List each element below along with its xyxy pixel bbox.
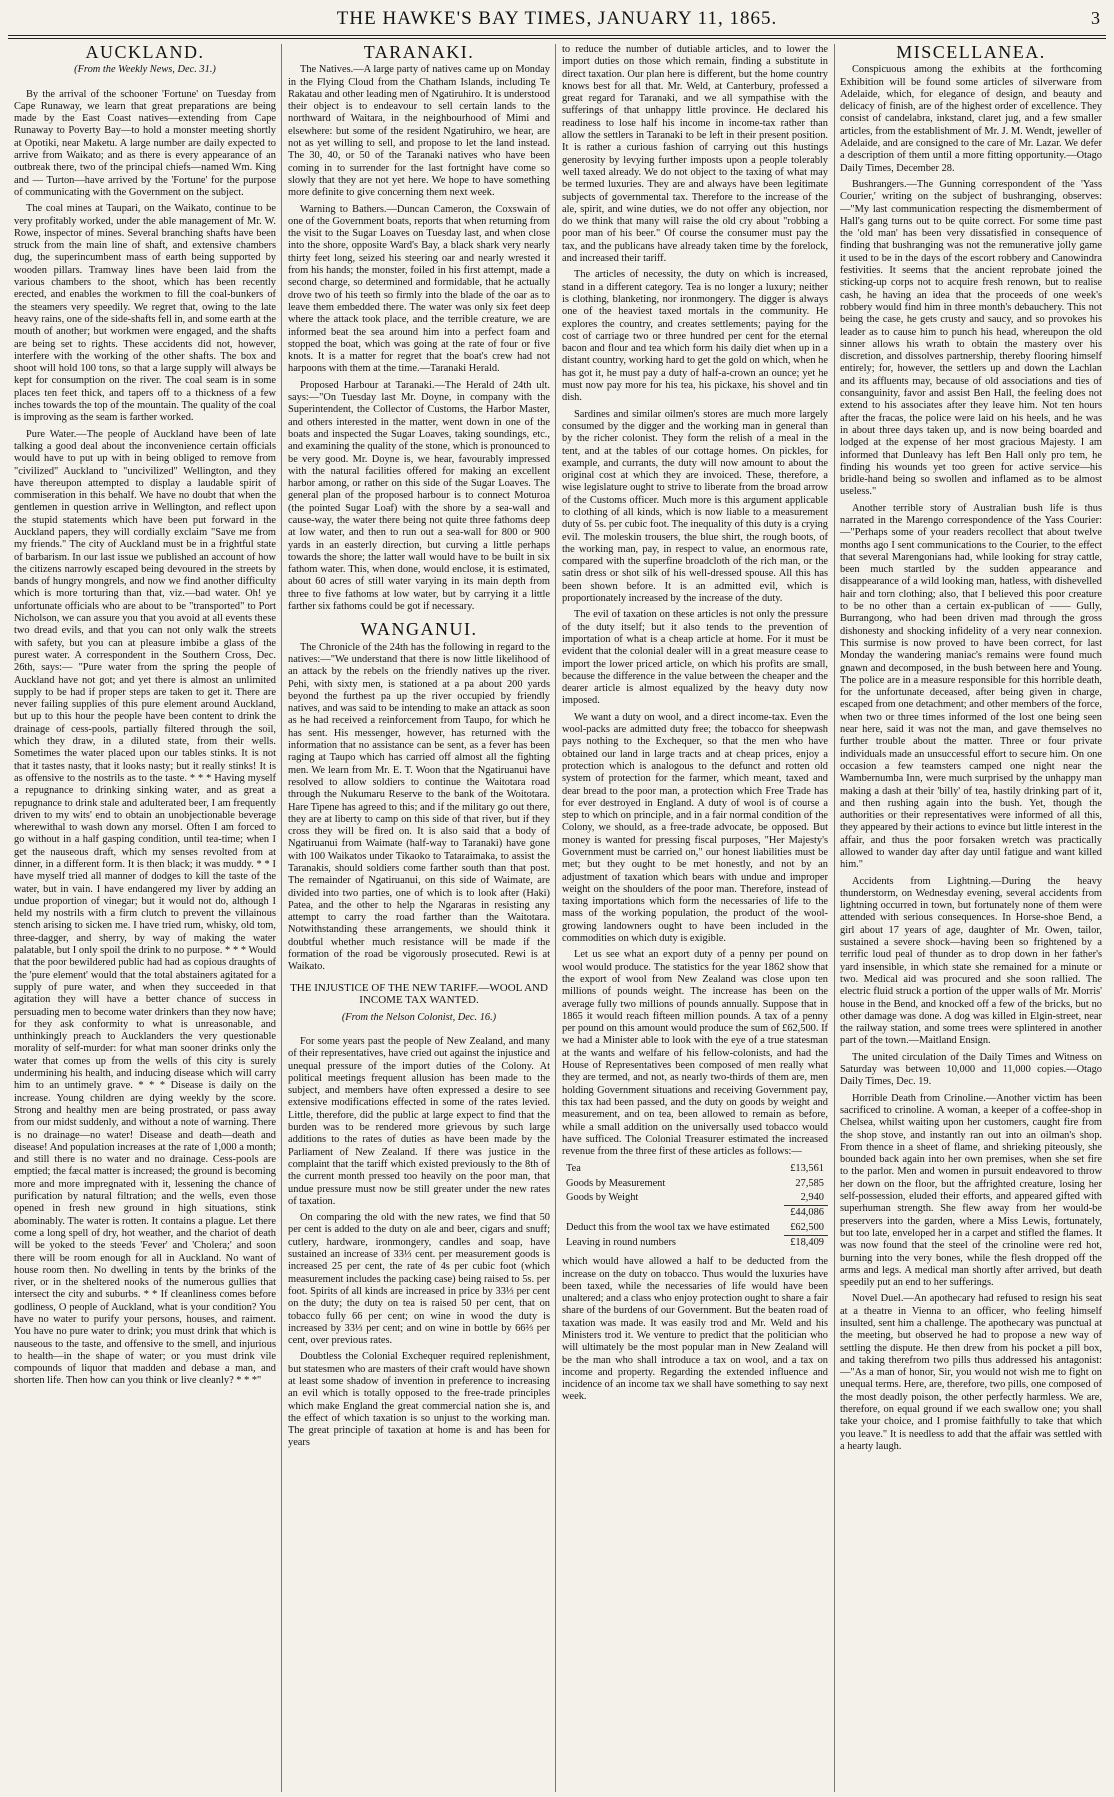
article-paragraph: The united circulation of the Daily Times and Witness on Saturday was between 10,000 and 11,000 copies.—Otago Daily Times, Dec. 19.	[840, 1051, 1102, 1088]
article-paragraph: Warning to Bathers.—Duncan Cameron, the Coxswain of one of the Government boats, reports that when returning from the visit to the Sugar Loaves on Tuesday last, and when close into the shore, opposite Ward's Bay, a black shark very nearly thirty feet long, seized his steering oar and nearly wrested it from his hands; the monster, foiled in his first attempt, made a second charge, so determined and formidable, that he actually drove two of his teeth so firmly into the blade of the oar as to leave them embedded there. The water was only six feet deep where the attack took place, and the terrible creature, we are informed beat the sea around him into a perfect foam and stopped the boat, which was going at the rate of four or five knots. It is a matter for regret that the boat's crew had not harpoons with them at the time.—Taranaki Herald.	[288, 203, 550, 375]
article-headline-tariff: THE INJUSTICE OF THE NEW TARIFF.—WOOL AND INCOME TAX WANTED.	[290, 981, 548, 1006]
article-paragraph: Let us see what an export duty of a penny per pound on wool would produce. The statistics for the year 1862 show that the export of wool from New Zealand was close upon ten millions of pounds weight. The increase has been on the average fully two millions of pounds annually. Suppose that in 1865 it would reach fifteen million pounds. A tax of a penny per pound on this amount would produce the sum of £62,500. If we had a Minister able to look with the eye of a true statesman at the wants and welfare of his fellow-colonists, and had the House of Representatives been composed of men really what they are termed, and not, as nearly two-thirds of them are, men holding Government situations and receiving Government pay, this tax had been passed, and the duty on goods by weight and measurement, and on tea, been allowed to remain as before, while a small addition on the universally used tobacco would have sufficed. The Colonial Treasurer estimated the increased revenue from the three first of these articles as follows:—	[562, 949, 828, 1158]
section-heading-miscellanea: MISCELLANEA.	[896, 44, 1046, 62]
article-paragraph: to reduce the number of dutiable articles, and to lower the import duties on those which remain, finding a substitute in direct taxation. Our plan here is different, but the home country knows best for all that. Mr. Weld, at Canterbury, professed a great regard for Taranaki, and we all sympathise with the sufferings of that unhappy little province. He declared his readiness to lose half his income in income-tax rather than allow the settlers in Taranaki to be left in their present position. It is rather a curious fashion of carrying out this hustings generosity by levying further imposts upon a people tolerably well taxed already. We do not object to the taxing of what may be termed luxuries. They are and always have been legitimate subjects of governmental tax. Therefore to the increase of the ale, spirit, and wine duties, we do not offer any objection, nor do we think that many will raise the old cry about "robbing a poor man of his beer." Of course the consumer must pay the tax, and the publicans have already taken time by the forelock, and increased their tariff.	[562, 44, 828, 265]
table-cell-label: Leaving in round numbers	[566, 1236, 676, 1248]
article-paragraph: Another terrible story of Australian bush life is thus narrated in the Marengo correspondence of the Yass Courier:—"Perhaps some of your readers recollect that about twelve months ago I sent communications to the Courier, to the effect that several Marengonians had, while looking for stray cattle, been much startled by the sudden appearance and disappearance of a wild looking man, hatless, with dishevelled hair and torn clothing; also, that I believed this poor creature to be no other than a certain ex-publican of —— Gully, Burrangong, who had been driven mad through the gross dishonesty and shocking infidelity of a very near connexion. This surmise is now proved to have been correct, for last Monday the wandering maniac's remains were found much gnawn and decomposed, in the bush between here and Young. The police are in a measure responsible for this horrible death, for the unfortunate deceased, after being given in charge, escaped from one detachment; and other members of the force, when two or three times informed of the lost one being seen near here, said it was not the man, and gave themselves no further trouble about the matter. Three or four private individuals made an unsuccessful effort to secure him. On one occasion a few teamsters camped one night near the Wambernumba Inn, were much surprised by the unhappy man making a dash at their 'billy' of tea, hastily drinking part of it, and then rushing again into the bush. Yet, though the authorities or their representatives were informed of all this, they appeared by their actions to evince but little interest in the affair, and thus the poor forsaken wretch was practically allowed to wander day after day until fatigue and want killed him."	[840, 502, 1102, 871]
table-cell-value: 2,940	[784, 1191, 828, 1206]
table-cell-value: 27,585	[795, 1177, 824, 1189]
masthead-rule	[8, 35, 1106, 39]
article-paragraph: Conspicuous among the exhibits at the forthcoming Exhibition will be found some articles of silverware from Adelaide, which, for elegance of design, and beauty and delicacy of finish, are of the highest order of excellence. They consist of candelabra, inkstand, claret jug, and a few smaller articles, from the establishment of Mr. J. M. Wendt, jeweller of Adelaide, and are consigned to the care of Mr. Lazar. We defer a description of them until a more fitting opportunity.—Otago Daily Times, December 28.	[840, 64, 1102, 174]
article-paragraph: The evil of taxation on these articles is not only the pressure of the duty itself; but it also tends to the prevention of importation of what is a cheap article at home. For it must be evident that the colonial dealer will in a great measure cease to import the lower priced article, on which his profits are small, because the difference in the value between the cheaper and the dearer article is almost equalized by the heavy duty now imposed.	[562, 609, 828, 707]
article-paragraph: The articles of necessity, the duty on which is increased, stand in a different category. Tea is no longer a luxury; neither is clothing, blanketing, nor ironmongery. The digger is always one of the heaviest taxed mortals in the community. He explores the country, and creates settlements; paying for the cost of carriage two or three hundred per cent for the eternal bacon and flour and tea which form his daily diet when up in a distant country, working hard to get the gold on which, when he has got it, he must pay a duty of half-a-crown an ounce; yet he must now pay more for his tea, his pickaxe, his shovel and tin dish.	[562, 269, 828, 404]
source-line: (From the Weekly News, Dec. 31.)	[74, 64, 216, 76]
table-row-total	[562, 1206, 828, 1221]
column-divider	[555, 44, 556, 1792]
article-paragraph: For some years past the people of New Zealand, and many of their representatives, have cried out against the injustice and unequal pressure of the import duties of the Colony. At political meetings frequent allusion has been made to the subject, and members have often expressed a desire to see extensive modifications effected in some of the rates levied. Little, therefore, did the public at large expect to find that the burden was to be rendered more grievous by such large additions to the rates of duties as have been made by the Parliament of New Zealand. If there was justice in the complaint that the tariff which existed previously to the 8th of the current month pressed too heavily on the poor man, that undue pressure must now be still greater under the new rates of taxation.	[288, 1035, 550, 1207]
section-heading-auckland: AUCKLAND.	[85, 44, 205, 62]
article-paragraph: The Chronicle of the 24th has the following in regard to the natives:—"We understand that there is now little likelihood of an attack by the rebels on the friendly natives up the river. Pehi, with sixty men, is stationed at a pa about 200 yards beyond the furthest pa up the river occupied by friendly natives, and was said to be intending to make an attack as soon as he had received a reinforcement from Taupo, for which he has sent. His messenger, however, has returned with the information that no assistance can be sent, as a fever has been raging at Taupo which has carried off almost all the fighting men. We learn from Mr. E. T. Woon that the Ngatiruanui have resolved to allow soldiers to continue the Waitotara road through the Nukumaru Reserve to the bank of the Woitotara. Hare Tipene has agreed to this; and if the military go out there, they are at liberty to camp on this side of that river, but if they cross they will be fired on. It is also said that a body of Ngatiruanui from Waimate (half-way to Taranaki) have gone with 100 Waikatos under Tikaoko to Tataraimaka, to assist the Taranakis, should soldiers come farther south than that post. The remainder of Ngatiruanui, on this side of Waimate, are divided into two parties, one of which is to look after (Haki) Patea, and the other to help the Ngararas in resisting any attempt to carry the road farther than the Waitotara. Notwithstanding these arrangements, we should think it doubtful whether much resistance will be made if the formation of the road be vigorously prosecuted. Rewi is at Waikato.	[288, 641, 550, 973]
page-number: 3	[1091, 8, 1100, 28]
table-cell-value: £13,561	[790, 1163, 824, 1175]
section-heading-taranaki: TARANAKI.	[363, 44, 475, 62]
table-cell-label: Goods by Measurement	[566, 1177, 666, 1189]
section-heading-wanganui: WANGANUI.	[360, 619, 478, 640]
table-cell-value: £62,500	[784, 1221, 828, 1236]
article-paragraph: Proposed Harbour at Taranaki.—The Herald of 24th ult. says:—"On Tuesday last Mr. Doyne, in company with the Superintendent, the Collector of Customs, the Harbor Master, and others interested in the matter, went down in one of the boats and inspected the Sugar Loaves, taking soundings, etc., and examining the quality of the stone, which is pronounced to be very good. Mr. Doyne is, we hear, favourably impressed with the natural facilities offered for making an excellent harbor among, or rather on this side of the Sugar Loaves. The general plan of the proposed harbour is to connect Moturoa (the pointed Sugar Loaf) with the shore by a sea-wall and cause-way, the water there being not quite three fathoms deep at low water, and then to run out a sea-wall for 800 or 900 yards in an easterly direction, but curving a little perhaps towards the shore; the latter wall would have to be built in six fathom water. This, when done, would enclose, it is estimated, about 60 acres of still water varying in its main depth from three to five fathoms at low water, but by carrying it a little farther six fathoms could be got if necessary.	[288, 379, 550, 613]
column-tariff-continued	[562, 44, 828, 1792]
table-cell-value: £18,409	[790, 1236, 824, 1248]
article-paragraph: The coal mines at Taupari, on the Waikato, continue to be very profitably worked, under the able management of Mr. W. Rowe, inspector of mines. Several branching shafts have been struck from the main line of shaft, and extensive chambers dug, the superincumbent mass of earth being supported by wooden pillars. Tramway lines have been laid from the various chambers to the shoot, which has been recently erected, and enables the workmen to fill the coal-bunkers of the steamers very speedily. We regret that, owing to the late heavy rains, one of the side-shafts fell in, and some earth at the mouth of another; but workmen were engaged, and the shafts are being set to rights. These accidents did not, however, interfere with the working of the other shafts. The box and shoot will hold 100 tons, so that a large supply will always be kept for consumption on the river. The coal seam is in some places ten feet thick, and tapers off to a thickness of a few inches towards the top of the mountain. The quality of the coal is improving as the seam is farther worked.	[14, 203, 276, 424]
table-row	[562, 1162, 828, 1176]
table-cell-label: Tea	[566, 1163, 581, 1175]
column-taranaki	[288, 44, 550, 1792]
table-cell-total: £44,086	[790, 1207, 824, 1219]
article-paragraph: On comparing the old with the new rates, we find that 50 per cent is added to the duty on ale and beer, cigars and snuff; cutlery, hardware, ironmongery, candles and soap, have sustained an increase of 33⅓ cent. per measurement goods is increased 25 per cent, the rate of 4s per cubic foot (which measurement includes the packing case) being raised to 5s. per foot. Spirits of all kinds are increased in price by 33⅓ per cent on the duty; the duty on tea is raised 50 per cent, that on tobacco fully 66 per cent; on wine in wood the duty is increased by 33⅓ per cent; and on wine in bottle by 66⅔ per cent, over previous rates.	[288, 1212, 550, 1347]
article-paragraph: Bushrangers.—The Gunning correspondent of the 'Yass Courier,' writing on the subject of bushranging, observes:—"My last communication respecting the dismemberment of Hall's gang turns out to be quite correct. For some time past the 'old man' has been very dissatisfied in consequence of finding that bushranging was not the remunerative jolly game it used to be in the days of the escort robbery and Canowindra festivities. It seems that the ancient reprobate joined the sticking-up corps not to acquire fresh renown, but to realise cash, he having an idea that the proceeds of one week's robbery would find him in three month's debauchery. This not being the case, he gets crusty and saucy, and so provokes his leader as to cause him to punch his head, whereupon the old sinner allows his wrath to obtain the mastery over his discretion, and dissolves partnership, thereby flooring himself entirely; for, however, the settlers up and down the Lachlan and its affluents may, because of old associations and ties of consanguinity, favor and assist Ben Hall, the feeling does not extend to his associates after they leave him. Not ten hours after the fracas, the police were laid on his heels, and he was in about three days taken up, and is now being boarded and lodged at the expense of her most gracious Majesty. I am informed that Dunleavy has left Ben Hall only pro tem, he finding his wounds yet too green for active service—his bridle-hand being so swollen and inflamed as to be almost useless."	[840, 178, 1102, 498]
article-paragraph: Horrible Death from Crinoline.—Another victim has been sacrificed to crinoline. A woman, a keeper of a coffee-shop in Chelsea, whilst waiting upon her customers, caught fire from the shop stove, and instantly ran out into an oilman's shop. From thence in a sheet of flame, and shrieking piteously, she bounded back again into her own premises, when she set fire to the parlor. Men and women in pursuit endeavored to throw her down on the floor, but the affrighted creature, losing her self-possession, eluded their efforts, and appeared gifted with superhuman strength. She flew away from her would-be preservers into the garden, where a Miss Lewis, fortunately, but too late, enveloped her in a carpet and stifled the flames. It was now found that the steel of the crinoline were red hot, burning into the very bones, while the flesh dropped off the arms and legs. A medical man shortly after arrived, but death speedily put an end to her sufferings.	[840, 1092, 1102, 1289]
article-paragraph: The Natives.—A large party of natives came up on Monday in the Flying Cloud from the Chatham Islands, including Te Rakatau and other leading men of Ngatiruhiro. It is understood their object is to endeavour to sell certain lands to the northward of Waitara, in the neighbourhood of Mimi and elsewhere: but some of the resident Ngatiruhiro, we hear, are not as yet willing to sell, and propose to let the land instead. The 30, 40, or 50 of the Taranaki natives who have been coming in to surrender for the last fortnight have come so slowly that they are not yet here. We hope to have something more definite to give concerning them next week.	[288, 64, 550, 199]
table-row	[562, 1235, 828, 1250]
article-paragraph: Sardines and similar oilmen's stores are much more largely consumed by the digger and the working man in general than by the richer colonist. They form the relish of a meal in the tent, and at the tables of our cottage homes. On pickles, for example, and currants, the duty will now amount to about the original cost at which they are invoiced. These, therefore, a wise legislature ought to strive to liberate from the broad arrow of the Customs officer. Much more is this argument applicable to clothing of all kinds, which is now liable to a measurement duty of 5s. per cubic foot. The inequality of this duty is a crying evil. The moleskin trousers, the blue shirt, the rough boots, of the working man, pay, in respect to value, an enormous rate, compared with the superfine broadcloth of the rich man, or the satin dress or shot silk of his well-dressed spouse. All this has been shown before. It is an admitted evil, which is proportionately increased by the increase of the duty.	[562, 408, 828, 605]
article-paragraph: We want a duty on wool, and a direct income-tax. Even the wool-packs are admitted duty free; the tobacco for sheepwash pays nothing to the Exchequer, so that the men who have obtained our land in large tracts and at cheap prices, enjoy a protection which is analogous to the defunct and rotten old system of protection for the farmer, which meant, taxed and dear bread to the poor man, a protection which Free Trade has for ever destroyed in England. A duty of wool is of course a step to which on principle, and in a fair normal condition of the Colony, we should, as a free-trade advocate, be opposed. But money is wanted for pressing fiscal purposes, "Her Majesty's Government must be carried on," our honest liabilities must be met; but they ought to be met honestly, and not by an adjustment of taxation which bears with undue and improper weight on the shoulders of the poor man. Therefore, instead of taxing importations which form the necessaries of life to the mass of the working population, the product of the wool-growing landowners ought to have been included in the commodities on which duty is exigible.	[562, 711, 828, 945]
article-paragraph: By the arrival of the schooner 'Fortune' on Tuesday from Cape Runaway, we learn that great preparations are being made by the East Coast natives—extending from Cape Runaway to Poverty Bay—to hold a monster meeting shortly at Opotiki, near Maketu. A large number are daily expected to arrive from Waikato; and as there is every appearance of an outbreak there, two of the principal chiefs—named Wm. King and — Turton—have arrived by the 'Fortune' for the purpose of communicating with the Government on the subject.	[14, 88, 276, 198]
column-divider	[834, 44, 835, 1792]
column-miscellanea	[840, 44, 1102, 1792]
table-cell-label: Deduct this from the wool tax we have estimated	[566, 1221, 770, 1233]
table-row	[562, 1191, 828, 1206]
article-paragraph: Pure Water.—The people of Auckland have been of late talking a good deal about the inconvenience certain officials would have to put up with in being obliged to remove from "civilized" Auckland to "uncivilized" Wellington, and they have thereupon attempted to display a laudable spirit of commiseration in this behalf. We have no doubt that when the gentlemen in question arrive in Wellington, and reflect upon the stupid statements which have been put forward in the Auckland papers, they will cordially exclaim "Save me from my friends." The city of Auckland must be in a frightful state of barbarism. In our last issue we published an account of how the citizens narrowly escaped being devoured in the streets by bands of hungry mongrels, and now we find another difficulty which is more torturing than that, viz.—bad water. Oh! ye unfortunate officials who are about to be "transported" to Port Nicholson, we can assure you that you avoid at all events these two dread evils, and that you can not only walk the streets with safety, but you can at pleasure imbibe a glass of the purest water. A correspondent in the Southern Cross, Dec. 26th, says:— "Pure water from the spring the people of Auckland have not got; and yet there is almost an unlimited supply to be had if proper steps are taken to get it. There are never failing supplies of this pure element around Auckland, but up to this hour the people have been content to drink the drainage of cess-pools, partially filtered through the soil, which they draw, in a diluted state, from their wells. Sometimes the water placed upon our tables stinks. It is not that it tastes nasty, that it looks nasty; but it really stinks! It is as offensive to the nostrils as to the taste. * * * Having myself a repugnance to drinking sinking water, and as great a repugnance to drink stale and adulterated beer, I am frequently driven to my wits' end to obtain an unobjectionable beverage wherewithal to wash down any morsel. Often I am forced to go without in a half gasping condition, until tea-time; when I get the nauseous draft, which my senses revolted from at dinner, in a different form. It is then black; it was muddy. * * I have myself tried all manner of dodges to kill the taste of the water, but in vain. I have endangered my liver by adding an undue proportion of vinegar; but it would not do, although I held my nostrils with a firm clutch to prevent the villainous stench arising to sicken me. I have tried rum, whisky, old tom, three-dagger, and sherry, by way of making the water palatable, but I only spoil the drink to no purpose. * * * Would that the poor bewildered public had had as copious draughts of the 'pure element' would that the total abstainers agitated for a supply of pure water, and when they succeeded in that agitation they will have a better chance of success in persuading men to become water drinkers than they now have; for they ask conformity to what is unreasonable, and unthinkingly preach to Aucklanders the very questionable morality of self-murder: for what man sooner drinks only the water that comes up from the wells of this city is surely undermining his health, and inducing disease which will carry him to an untimely grave. * * * Disease is daily on the increase. Young children are dying weekly by the score. Strong and healthy men are being prostrated, or pass away from our midst suddenly, and without a note of warning. There is no drainage—no water! Disease and death—death and disease! And population increases at the rate of 1,000 a month; and still there is no water and no drainage. Cess-pools are emptied; the fæcal matter is increased; the ground is becoming more and more impregnated with it, lessening the chance of purification by natural filtration; and the wells, even those opened in fresh new ground in high situations, stink abominably. The water is rotten. It contains a plague. Let there come a long spell of dry, hot weather, and the chariot of death will be yoked to the steeds 'Fever' and 'Cholera;' and soon there will be room enough for all in Auckland. No want of house room then. No dwelling in tents by the brinks of the river, or in the sheltered nooks of the numerous gullies that intersect the city and suburbs. * * If cleanliness comes before godliness, O people of Auckland, what is your condition? You have no water to purify your persons, houses, and raiment. You have no pure water to drink; you must drink that which is nauseous to the taste, and offensive to the smell, and injurious to health—in the shape of water; or you must drink vile compounds of liquor that madden and debase a man, and shorten life. Then how can you think or live cleanly? * * *"	[14, 428, 276, 1387]
newspaper-title: THE HAWKE'S BAY TIMES, JANUARY 11, 1865.	[336, 8, 778, 29]
table-row	[562, 1177, 828, 1191]
article-paragraph: Doubtless the Colonial Exchequer required replenishment, but statesmen who are masters of their craft would have shown at least some shadow of invention in preference to increasing an evil which is totally opposed to the free-trade principles which make England the great commercial nation she is, and the effect of which taxation is so unjust to the working man. The great principle of taxation at home is and has been for years	[288, 1351, 550, 1449]
column-auckland	[14, 44, 276, 1792]
table-row	[562, 1221, 828, 1236]
article-paragraph: which would have allowed a half to be deducted from the increase on the duty on tobacco. Thus would the luxuries have been taxed, while the necessaries of life would have been unaltered; and a class who enjoy protection ought to share a fair share of the burdens of our Government. But the beaten road of taxation was made. It was easily trod and Mr. Weld and his Ministers trod it. We venture to predict that the politician who will ultimately be the most popular man in New Zealand will be the man who shall introduce a tax on wool, and a tax on income and property. Regarding the extended influence and incidence of an income tax we shall have something to say next week.	[562, 1256, 828, 1403]
article-paragraph: Novel Duel.—An apothecary had refused to resign his seat at a theatre in Vienna to an officer, who feeling himself insulted, sent him a challenge. The apothecary was punctual at the meeting, but observed he had to propose a new way of settling the dispute. He then drew from his pocket a pill box, and taking therefrom two pills thus addressed his antagonist:—"As a man of honor, Sir, you would not wish me to fight on unequal terms. Here, are, therefore, two pills, one composed of the most deadly poison, the other perfectly harmless. We are, therefore, on equal ground if we each swallow one; you shall take your choice, and I promise faithfully to take that which you leave." It is needless to add that the affair was settled with a hearty laugh.	[840, 1293, 1102, 1452]
article-paragraph: Accidents from Lightning.—During the heavy thunderstorm, on Wednesday evening, several accidents from lightning occurred in town, but fortunately none of them were attended with serious consequences. In Horse-shoe Bend, a girl about 17 years of age, daughter of Mr. Owen, tailor, sustained a severe shock—having been so frightened by a terrific loud peal of thunder as to drop down in her father's yard insensible, in which state she remained for a minute or two. Medical aid was procured and she soon rallied. The electric fluid struck a portion of the upper walls of Mr. Morris' house in the Bend, and knocked off a few of the bricks, but no other damage was done. A dog was killed in Elgin-street, near the railway station, and some trees were splintered in another part of the town.—Maitland Ensign.	[840, 875, 1102, 1047]
column-divider	[281, 44, 282, 1792]
table-cell-label: Goods by Weight	[566, 1192, 639, 1204]
masthead	[0, 0, 1114, 40]
revenue-table	[562, 1162, 828, 1250]
source-line: (From the Nelson Colonist, Dec. 16.)	[341, 1011, 497, 1023]
